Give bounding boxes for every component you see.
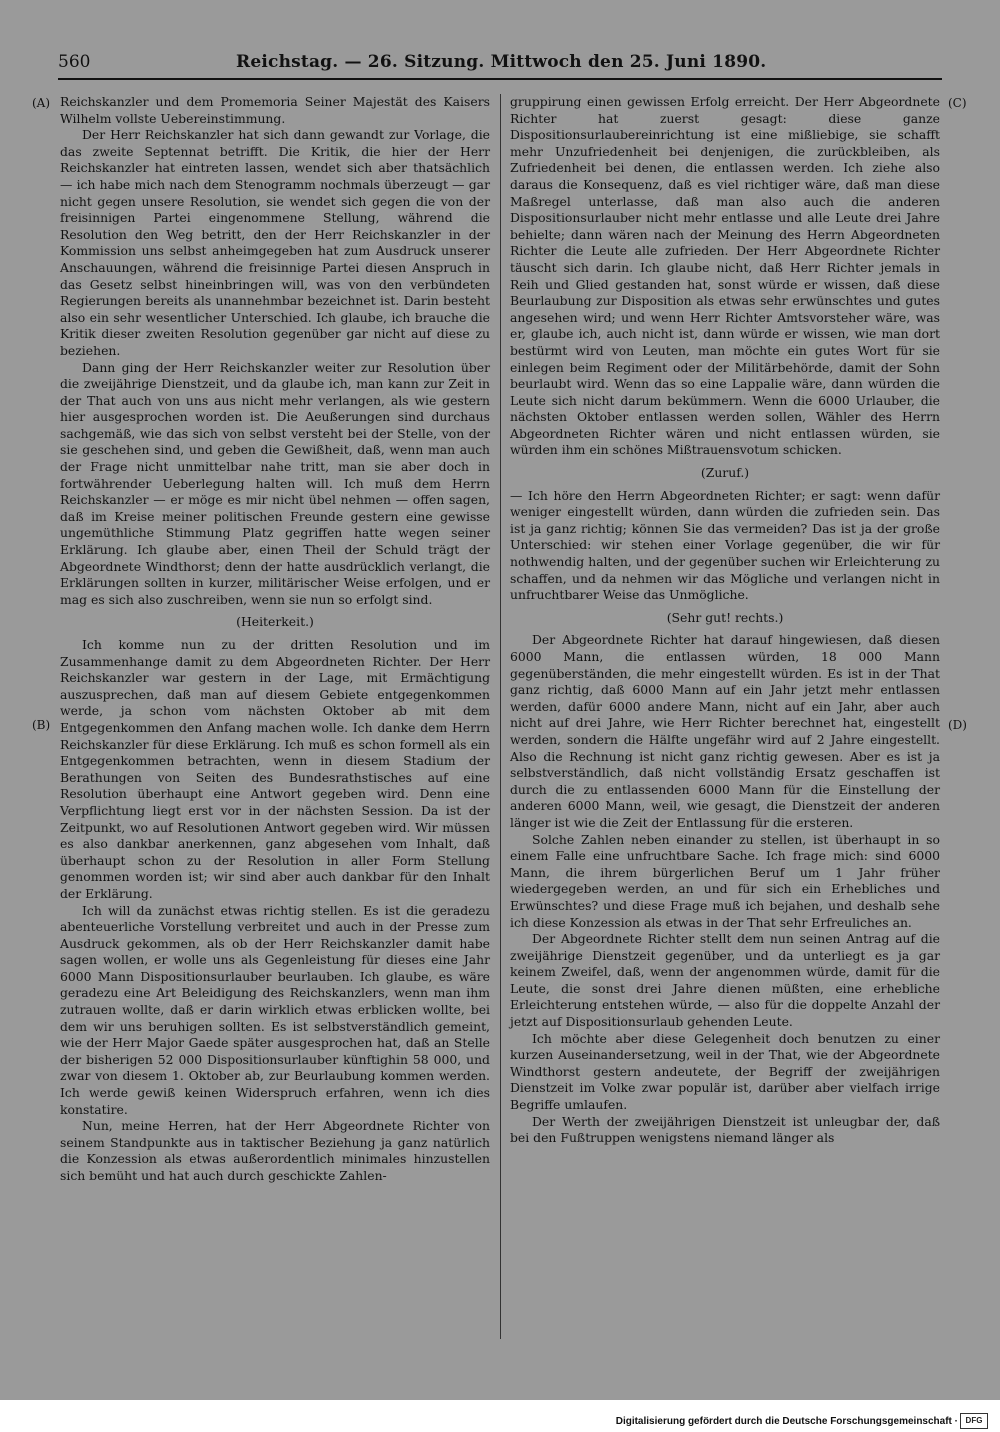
margin-marker-a: (A)	[32, 96, 51, 110]
page-header	[58, 48, 942, 76]
page-title: Reichstag. — 26. Sitzung. Mittwoch den 25. Juni 1890.	[236, 52, 767, 72]
footer-bar	[0, 1400, 1000, 1432]
paragraph: gruppirung einen gewissen Erfolg erreicht. Der Herr Abgeordnete Richter hat zuerst gesagt: diese ganze Dispositionsurlaubereinrichtung ist eine mißliebige, sie schafft mehr Unzufriedenheit bei denjenigen, die zurückbleiben, als Zufriedenheit bei denen, die entlassen werden. Ich ziehe also daraus die Konsequenz, daß es viel richtiger wäre, daß man diese Maßregel unterlasse, daß man also auch die anderen Dispositionsurlauber nicht mehr entlasse und alle Leute drei Jahre behielte; dann wären nach der Meinung des Herrn Abgeordneten Richter die Leute alle zufrieden. Der Herr Abgeordnete Richter täuscht sich darin. Ich glaube nicht, daß Herr Richter jemals in Reih und Glied gestanden hat, sonst würde er wissen, daß diese Beurlaubung zur Disposition als etwas sehr erwünschtes und gutes angesehen wird; und wenn Herr Richter Amtsvorsteher wäre, was er, glaube ich, auch nicht ist, dann würde er wissen, wie man dort bestürmt wird von Leuten, man möchte ein gutes Wort für sie einlegen beim Regiment oder der Militärbehörde, damit der Sohn beurlaubt wird. Wenn das so eine Lappalie wäre, dann würden die Leute sich nicht darum bekümmern. Wenn die 6000 Urlauber, die nächsten Oktober entlassen werden sollen, Wähler des Herrn Abgeordneten Richter wären und nicht entlassen würden, sie würden ihm ein schönes Mißtrauensvotum schicken.	[510, 94, 940, 458]
paragraph: Reichskanzler und dem Promemoria Seiner Majestät des Kaisers Wilhelm vollste Uebereinstimmung.	[60, 94, 490, 126]
interjection: (Sehr gut! rechts.)	[666, 609, 784, 625]
paragraph: Dann ging der Herr Reichskanzler weiter zur Resolution über die zweijährige Dienstzeit, und da glaube ich, man kann zur Zeit in der That auch von uns aus nicht mehr verlangen, als wie gestern hier ausgesprochen worden ist. Die Aeußerungen sind durchaus sachgemäß, wie das sich von selbst versteht bei der Stelle, von der sie geschehen sind, und geben die Gewißheit, daß, wenn man auch der Frage nicht unmittelbar nahe tritt, man sie aber doch in fortwährender Ueberlegung halten will. Ich muß dem Herrn Reichskanzler — er möge es mir nicht übel nehmen — offen sagen, daß im Kreise meiner politischen Freunde gestern eine gewisse ungemüthliche Stimmung Platz gegriffen hatte wegen seiner Erklärung. Ich glaube aber, einen Theil der Schuld trägt der Abgeordnete Windthorst; denn der hatte ausdrücklich verlangt, die Erklärungen sollten in kurzer, militärischer Weise erfolgen, und er mag es sich also zuschreiben, wenn sie nun so erfolgt sind.	[60, 359, 490, 607]
interjection: (Zuruf.)	[700, 465, 750, 481]
dfg-logo-icon: DFG	[960, 1413, 988, 1429]
page-number: 560	[58, 52, 91, 72]
paragraph: Der Abgeordnete Richter hat darauf hingewiesen, daß diesen 6000 Mann, die entlassen würden, 18 000 Mann gegenüberständen, die mehr eingestellt würden. Es ist in der That ganz richtig, daß 6000 Mann auf ein Jahr jetzt mehr entlassen werden, dafür 6000 andere Mann, nicht auf ein Jahr, aber auch nicht auf drei Jahre, wie Herr Richter berechnet hat, eingestellt werden, sondern die Hälfte ungefähr wird auf 2 Jahre eingestellt. Also die Rechnung ist nicht ganz richtig gewesen. Aber es ist ja selbstverständlich, daß nicht vollständig Ersatz geschaffen ist durch die zu entlassenden 6000 Mann für die Einstellung der anderen 6000 Mann, weil, wie gesagt, die Dienstzeit der anderen länger ist wie die Zeit der Entlassung für die ersteren.	[510, 632, 940, 830]
paragraph: Ich komme nun zu der dritten Resolution und im Zusammenhange damit zu dem Abgeordneten Richter. Der Herr Reichskanzler war gestern in der Lage, mit Ermächtigung auszusprechen, daß man auf diesem Gebiete entgegenkommen werde, ja schon vom nächsten Oktober ab mit dem Entgegenkommen den Anfang machen wolle. Ich danke dem Herrn Reichskanzler für diese Erklärung. Ich muß es schon formell als ein Entgegenkommen betrachten, wenn in diesem Stadium der Berathungen von Seiten des Bundesrathstisches auf eine Resolution überhaupt eine Antwort gegeben wird. Denn eine Verpflichtung liegt erst vor in der nächsten Session. Da ist der Zeitpunkt, wo auf Resolutionen Antwort gegeben wird. Wir müssen es also dankbar anerkennen, ganz abgesehen vom Inhalt, daß überhaupt schon zu der Resolution in aller Form Stellung genommen worden ist; wir sind aber auch dankbar für den Inhalt der Erklärung.	[60, 637, 490, 901]
margin-marker-b: (B)	[32, 718, 51, 732]
funding-credit: Digitalisierung gefördert durch die Deutsche Forschungsgemeinschaft ·	[615, 1416, 958, 1427]
paragraph: Nun, meine Herren, hat der Herr Abgeordnete Richter von seinem Standpunkte aus in taktischer Beziehung ja ganz natürlich die Konzession als etwas außerordentlich minimales hinzustellen sich bemüht und hat auch durch geschickte Zahlen-	[60, 1118, 490, 1183]
paragraph: — Ich höre den Herrn Abgeordneten Richter; er sagt: wenn dafür weniger eingestellt würden, dann würden die zufrieden sein. Das ist ja ganz richtig; können Sie das vermeiden? Das ist ja der große Unterschied: wir stehen einer Vorlage gegenüber, die wir für nothwendig halten, und der gegenüber suchen wir Erleichterung zu schaffen, und da nehmen wir das Mögliche und verlangen nicht in unfruchtbarer Weise das Unmögliche.	[510, 487, 940, 603]
right-column	[510, 94, 940, 1147]
column-divider	[500, 94, 501, 1339]
left-column	[60, 94, 490, 1185]
header-rule	[58, 78, 942, 80]
paragraph: Ich will da zunächst etwas richtig stellen. Es ist die geradezu abenteuerliche Vorstellung verbreitet und auch in der Presse zum Ausdruck gekommen, als ob der Herr Reichskanzler damit habe sagen wollen, er wolle uns als Gegenleistung für dieses eine Jahr 6000 Mann Dispositionsurlauber beurlauben. Ich glaube, es wäre geradezu eine Art Beleidigung des Reichskanzlers, wenn man ihm zutrauen wollte, daß er darin wirklich etwas erblicken wollte, bei dem wir uns beruhigen sollten. Es ist selbstverständlich gemeint, wie der Herr Major Gaede später ausgesprochen hat, daß an Stelle der bisherigen 52 000 Dispositionsurlauber künftighin 58 000, und zwar von diesem 1. Oktober ab, zur Beurlaubung kommen werden. Ich werde gewiß keinen Widerspruch erfahren, wenn ich dies konstatire.	[60, 902, 490, 1117]
paragraph: Der Werth der zweijährigen Dienstzeit ist unleugbar der, daß bei den Fußtruppen wenigstens niemand länger als	[510, 1113, 940, 1146]
paragraph: Der Herr Reichskanzler hat sich dann gewandt zur Vorlage, die das zweite Septennat betrifft. Die Kritik, die hier der Herr Reichskanzler hat eintreten lassen, wendet sich aber thatsächlich — ich habe mich nach dem Stenogramm nochmals überzeugt — gar nicht gegen unsere Resolution, sie wendet sich gegen die von der freisinnigen Partei eingenommene Stellung, während die Resolution den Weg betritt, den der Herr Reichskanzler in der Kommission uns selbst anheimgegeben hat zum Ausdruck unserer Anschauungen, während die freisinnige Partei diesen Anspruch in das Gesetz selbst hineinbringen will, was von den verbündeten Regierungen bereits als unannehmbar bezeichnet ist. Darin besteht also ein sehr wesentlicher Unterschied. Ich glaube, ich brauche die Kritik dieser zweiten Resolution gegenüber gar nicht auf diese zu beziehen.	[60, 127, 490, 358]
paragraph: Ich möchte aber diese Gelegenheit doch benutzen zu einer kurzen Auseinandersetzung, weil in der That, wie der Abgeordnete Windthorst gestern andeutete, der Begriff der zweijährigen Dienstzeit im Volke zwar populär ist, darüber aber vielfach irrige Begriffe umlaufen.	[510, 1030, 940, 1113]
paragraph: Solche Zahlen neben einander zu stellen, ist überhaupt in so einem Falle eine unfruchtbare Sache. Ich frage mich: sind 6000 Mann, die ihrem bürgerlichen Beruf um 1 Jahr früher wiedergegeben werden, an und für sich ein Erhebliches und Erwünschtes? und diese Frage muß ich bejahen, und deshalb sehe ich diese Konzession als etwas in der That sehr Erfreuliches an.	[510, 831, 940, 930]
margin-marker-c: (C)	[948, 96, 967, 110]
margin-marker-d: (D)	[948, 718, 967, 732]
paragraph: Der Abgeordnete Richter stellt dem nun seinen Antrag auf die zweijährige Dienstzeit gegenüber, und da unterliegt es ja gar keinem Zweifel, daß, wenn der angenommen würde, damit für die Leute, die sonst drei Jahre dienen müßten, eine erhebliche Erleichterung entstehen würde, — also für die doppelte Anzahl der jetzt auf Dispositionsurlaub gehenden Leute.	[510, 931, 940, 1030]
interjection: (Heiterkeit.)	[236, 614, 314, 630]
